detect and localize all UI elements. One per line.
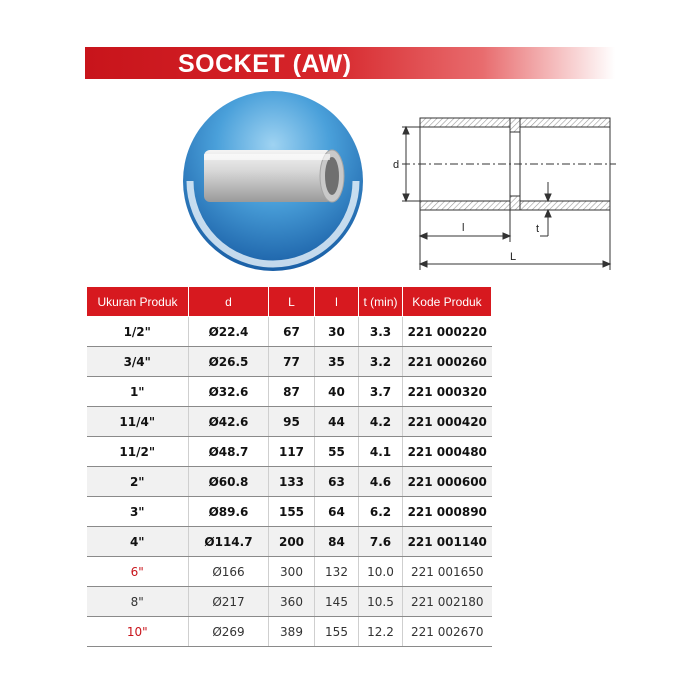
cell-code: 221 000600 xyxy=(403,467,492,497)
header-kode-produk: Kode Produk xyxy=(403,287,492,317)
table-row xyxy=(87,407,492,437)
cell-t: 12.2 xyxy=(359,617,403,647)
spec-table xyxy=(86,286,492,647)
cell-t: 4.1 xyxy=(359,437,403,467)
cell-d: Ø269 xyxy=(189,617,269,647)
table-row xyxy=(87,437,492,467)
cell-code: 221 002670 xyxy=(403,617,492,647)
cell-t: 7.6 xyxy=(359,527,403,557)
cell-l: 132 xyxy=(315,557,359,587)
table-row xyxy=(87,527,492,557)
cell-size: 6" xyxy=(87,557,189,587)
cell-code: 221 000420 xyxy=(403,407,492,437)
cell-l: 55 xyxy=(315,437,359,467)
table-row xyxy=(87,497,492,527)
cell-d: Ø166 xyxy=(189,557,269,587)
cell-l: 30 xyxy=(315,317,359,347)
cell-size: 1" xyxy=(87,377,189,407)
table-row xyxy=(87,617,492,647)
cell-d: Ø114.7 xyxy=(189,527,269,557)
cell-d: Ø60.8 xyxy=(189,467,269,497)
cell-size: 4" xyxy=(87,527,189,557)
cell-l: 63 xyxy=(315,467,359,497)
cell-L: 360 xyxy=(269,587,315,617)
cell-code: 221 000890 xyxy=(403,497,492,527)
technical-drawing xyxy=(380,90,630,280)
table-row xyxy=(87,587,492,617)
cell-size: 2" xyxy=(87,467,189,497)
cell-t: 10.0 xyxy=(359,557,403,587)
cell-L: 77 xyxy=(269,347,315,377)
cell-L: 67 xyxy=(269,317,315,347)
table-row xyxy=(87,347,492,377)
cell-d: Ø89.6 xyxy=(189,497,269,527)
cell-L: 133 xyxy=(269,467,315,497)
header-l: l xyxy=(315,287,359,317)
cell-L: 95 xyxy=(269,407,315,437)
cell-t: 4.2 xyxy=(359,407,403,437)
label-d: d xyxy=(393,159,400,171)
cell-d: Ø42.6 xyxy=(189,407,269,437)
label-L: L xyxy=(510,251,517,263)
cell-l: 64 xyxy=(315,497,359,527)
cell-code: 221 001650 xyxy=(403,557,492,587)
cell-size: 10" xyxy=(87,617,189,647)
cell-d: Ø48.7 xyxy=(189,437,269,467)
cell-code: 221 001140 xyxy=(403,527,492,557)
cell-size: 11/2" xyxy=(87,437,189,467)
table-row xyxy=(87,557,492,587)
cell-size: 11/4" xyxy=(87,407,189,437)
cell-t: 3.7 xyxy=(359,377,403,407)
cell-l: 40 xyxy=(315,377,359,407)
cell-code: 221 000320 xyxy=(403,377,492,407)
page-title: SOCKET (AW) xyxy=(178,50,352,78)
cell-size: 3" xyxy=(87,497,189,527)
table-row xyxy=(87,467,492,497)
cell-L: 200 xyxy=(269,527,315,557)
cell-size: 3/4" xyxy=(87,347,189,377)
cell-code: 221 000480 xyxy=(403,437,492,467)
cell-t: 3.3 xyxy=(359,317,403,347)
label-l: l xyxy=(462,222,465,234)
label-t: t xyxy=(536,223,540,235)
cell-d: Ø217 xyxy=(189,587,269,617)
header-t-min: t (min) xyxy=(359,287,403,317)
header-d: d xyxy=(189,287,269,317)
cell-l: 84 xyxy=(315,527,359,557)
cell-t: 6.2 xyxy=(359,497,403,527)
table-row xyxy=(87,317,492,347)
header-L: L xyxy=(269,287,315,317)
cell-L: 117 xyxy=(269,437,315,467)
cell-L: 300 xyxy=(269,557,315,587)
cell-l: 145 xyxy=(315,587,359,617)
cell-d: Ø22.4 xyxy=(189,317,269,347)
cell-d: Ø32.6 xyxy=(189,377,269,407)
cell-t: 10.5 xyxy=(359,587,403,617)
cell-size: 8" xyxy=(87,587,189,617)
cell-L: 155 xyxy=(269,497,315,527)
cell-size: 1/2" xyxy=(87,317,189,347)
cell-d: Ø26.5 xyxy=(189,347,269,377)
cell-code: 221 002180 xyxy=(403,587,492,617)
cell-L: 87 xyxy=(269,377,315,407)
cell-t: 4.6 xyxy=(359,467,403,497)
cell-code: 221 000220 xyxy=(403,317,492,347)
cell-l: 155 xyxy=(315,617,359,647)
cell-t: 3.2 xyxy=(359,347,403,377)
cell-l: 44 xyxy=(315,407,359,437)
table-row xyxy=(87,377,492,407)
cell-L: 389 xyxy=(269,617,315,647)
table-header-row xyxy=(87,287,492,317)
cell-l: 35 xyxy=(315,347,359,377)
header-ukuran-produk: Ukuran Produk xyxy=(87,287,189,317)
cell-code: 221 000260 xyxy=(403,347,492,377)
product-photo xyxy=(180,88,366,274)
